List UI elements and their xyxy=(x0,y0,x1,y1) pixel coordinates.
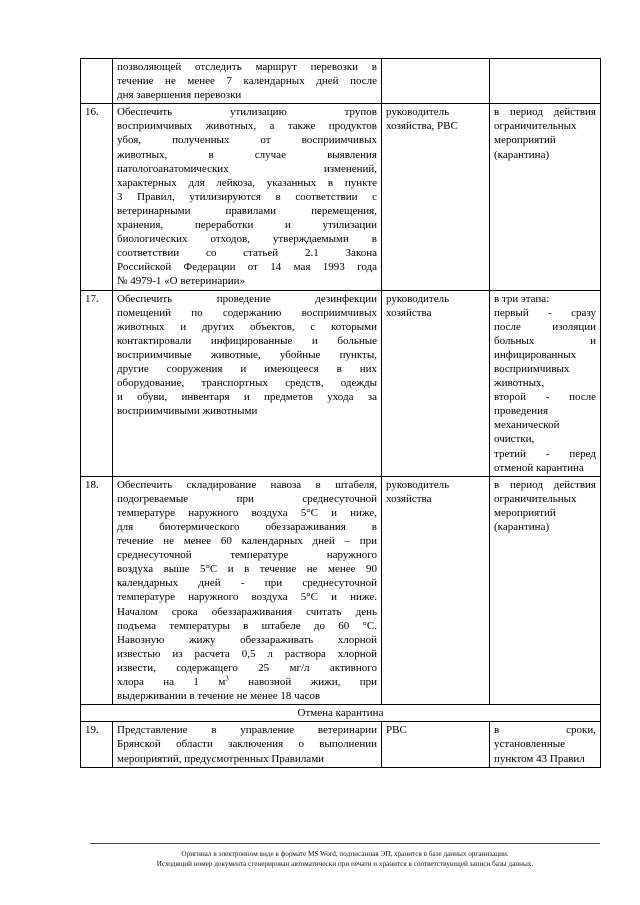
measures-table xyxy=(80,58,601,768)
text-line: ветеринарными правилами перемещения, xyxy=(117,204,377,217)
text-line: Навозную жижу обеззараживать хлорной xyxy=(117,633,377,646)
table-row-16 xyxy=(81,104,601,290)
responsible-cell: руководитель хозяйства, РВС xyxy=(382,104,490,290)
text-fragment: навозной жижи, при xyxy=(248,676,377,689)
text-line: контактировали инфицированные и больные xyxy=(117,334,377,347)
text-line: 3 Правил, утилизируются в соответствии с xyxy=(117,190,377,203)
text-line: патологоанатомических изменений, xyxy=(117,162,377,175)
text-fragment: хлора на 1 м xyxy=(117,676,226,689)
text-line: установленные xyxy=(494,738,566,751)
text-line: в сроки, xyxy=(494,724,596,737)
row-number-cell xyxy=(81,59,113,104)
text-line: оборудование, транспортных средств, одежды xyxy=(117,377,377,390)
text-line: после изоляции xyxy=(494,320,596,333)
measure-description-cell xyxy=(113,722,382,767)
page-footer xyxy=(90,843,600,869)
text-line: мероприятий xyxy=(494,134,556,147)
text-line: подъема температуры в штабеле до 60 °C. xyxy=(117,619,377,632)
table-section-row xyxy=(81,705,601,722)
text-line: животных, xyxy=(494,377,545,390)
text-line: восприимчивых животных, а также продуктов xyxy=(117,120,377,133)
text-line: очистки, xyxy=(494,433,535,446)
text-line: животных и других объектов, с которыми xyxy=(117,320,377,333)
text-line: (карантина) xyxy=(494,521,550,533)
responsible-cell: РВС xyxy=(382,722,490,767)
text-line: позволяющей отследить маршрут перевозки в xyxy=(117,61,377,73)
text-line: Российской Федерации от 14 мая 1993 года xyxy=(117,261,377,274)
text-line: течение не менее 7 календарных дней после xyxy=(117,75,377,88)
text-line: среднесуточной температуре наружного xyxy=(117,549,377,562)
text-line: № 4979-1 «О ветеринарии» xyxy=(117,275,245,288)
text-line: и обуви, инвентаря и предметов ухода за xyxy=(117,391,377,404)
text-line: Брянской области заключения о выполнении xyxy=(117,738,377,751)
text-line: температуре наружного воздуха 5°C и ниже, xyxy=(117,506,377,519)
measure-description-cell xyxy=(113,290,382,476)
text-line: пунктом 43 Правил xyxy=(494,752,585,765)
term-cell xyxy=(490,722,601,767)
text-line: третий - перед xyxy=(494,447,596,460)
text-line: подогреваемые при среднесуточной xyxy=(117,492,377,505)
text-line: мероприятий xyxy=(494,506,556,519)
measure-description-cell xyxy=(113,104,382,290)
term-cell xyxy=(490,59,601,104)
text-line: больных и xyxy=(494,334,596,347)
term-cell xyxy=(490,290,601,476)
text-line: другие сооружения и имеющееся в них xyxy=(117,362,377,375)
section-title: Отмена карантина xyxy=(81,705,601,722)
term-cell xyxy=(490,104,601,290)
text-line: восприимчивые животные, убойные пункты, xyxy=(117,348,377,361)
text-line: отменой карантина xyxy=(494,461,584,474)
row-number-cell: 19. xyxy=(81,722,113,767)
text-line: характерных для лейкоза, указанных в пункте xyxy=(117,176,377,189)
text-line: соответствии со статьей 2.1 Закона xyxy=(117,247,377,260)
text-line: Представление в управление ветеринарии xyxy=(117,724,377,737)
text-line: Обеспечить складирование навоза в штабеля, xyxy=(117,478,377,491)
text-line: животных, в случае выявления xyxy=(117,148,377,161)
text-line: календарных дней - при среднесуточной xyxy=(117,577,377,590)
text-line: извести, содержащего 25 мг/л активного xyxy=(117,661,377,674)
text-line: в период действия xyxy=(494,478,596,491)
text-line: первый - сразу xyxy=(494,306,596,319)
text-line: известью из расчета 0,5 л раствора хлорной xyxy=(117,647,377,660)
text-line: хранения, переработки и утилизации xyxy=(117,219,377,232)
text-line: восприимчивых xyxy=(494,362,570,375)
text-line: (карантина) xyxy=(494,148,550,161)
text-line: ограничительных xyxy=(494,492,577,505)
responsible-cell: руководитель хозяйства xyxy=(382,476,490,705)
row-number-cell: 18. xyxy=(81,476,113,705)
text-line: второй - после xyxy=(494,391,596,404)
measure-description-cell xyxy=(113,59,382,104)
responsible-cell: руководитель хозяйства xyxy=(382,290,490,476)
table-row-17 xyxy=(81,290,601,476)
table-row-19 xyxy=(81,722,601,767)
text-line: инфицированных xyxy=(494,348,577,361)
text-line: в три этапа: xyxy=(494,292,550,305)
text-line: течение не менее 60 календарных дней – при xyxy=(117,535,377,548)
text-line: в период действия xyxy=(494,106,596,119)
text-line: убоя, полученных от восприимчивых xyxy=(117,134,377,147)
text-line: Обеспечить проведение дезинфекции xyxy=(117,292,377,305)
text-line: проведения xyxy=(494,405,549,418)
footer-note-original: Оригинал в электронном виде в формате MS Word, подписанная ЭП, хранится в базе данных организации. xyxy=(181,850,509,858)
table-row-continuation xyxy=(81,59,601,104)
row-number-cell: 17. xyxy=(81,290,113,476)
term-cell xyxy=(490,476,601,705)
text-line: дня завершения перевозки xyxy=(117,89,242,102)
text-line: ограничительных xyxy=(494,120,577,133)
text-line: выдерживании в течение не менее 18 часов xyxy=(117,690,321,703)
footer-note-number: Исходящий номер документа сгенерирован автоматически при печати и хранится в соответствующей записи базы данных. xyxy=(156,860,534,868)
text-line: восприимчивыми животными xyxy=(117,405,258,418)
text-line: помещений по содержанию восприимчивых xyxy=(117,306,377,319)
measure-description-cell xyxy=(113,476,382,705)
superscript: 3 xyxy=(225,674,229,683)
text-line: для биотермического обеззараживания в xyxy=(117,521,377,533)
responsible-cell xyxy=(382,59,490,104)
text-line: мероприятий, предусмотренных Правилами xyxy=(117,752,325,765)
text-line-with-superscript xyxy=(117,675,377,689)
text-line: температуре наружного воздуха 5°C и ниже. xyxy=(117,591,377,604)
table-row-18 xyxy=(81,476,601,705)
text-line: Началом срока обеззараживания считать день xyxy=(117,605,377,618)
text-line: биологических отходов, утверждаемыми в xyxy=(117,233,377,246)
text-line: Обеспечить утилизацию трупов xyxy=(117,106,377,119)
text-line: воздуха выше 5°C и в течение не менее 90 xyxy=(117,563,377,576)
row-number-cell: 16. xyxy=(81,104,113,290)
text-line: механической xyxy=(494,419,560,432)
